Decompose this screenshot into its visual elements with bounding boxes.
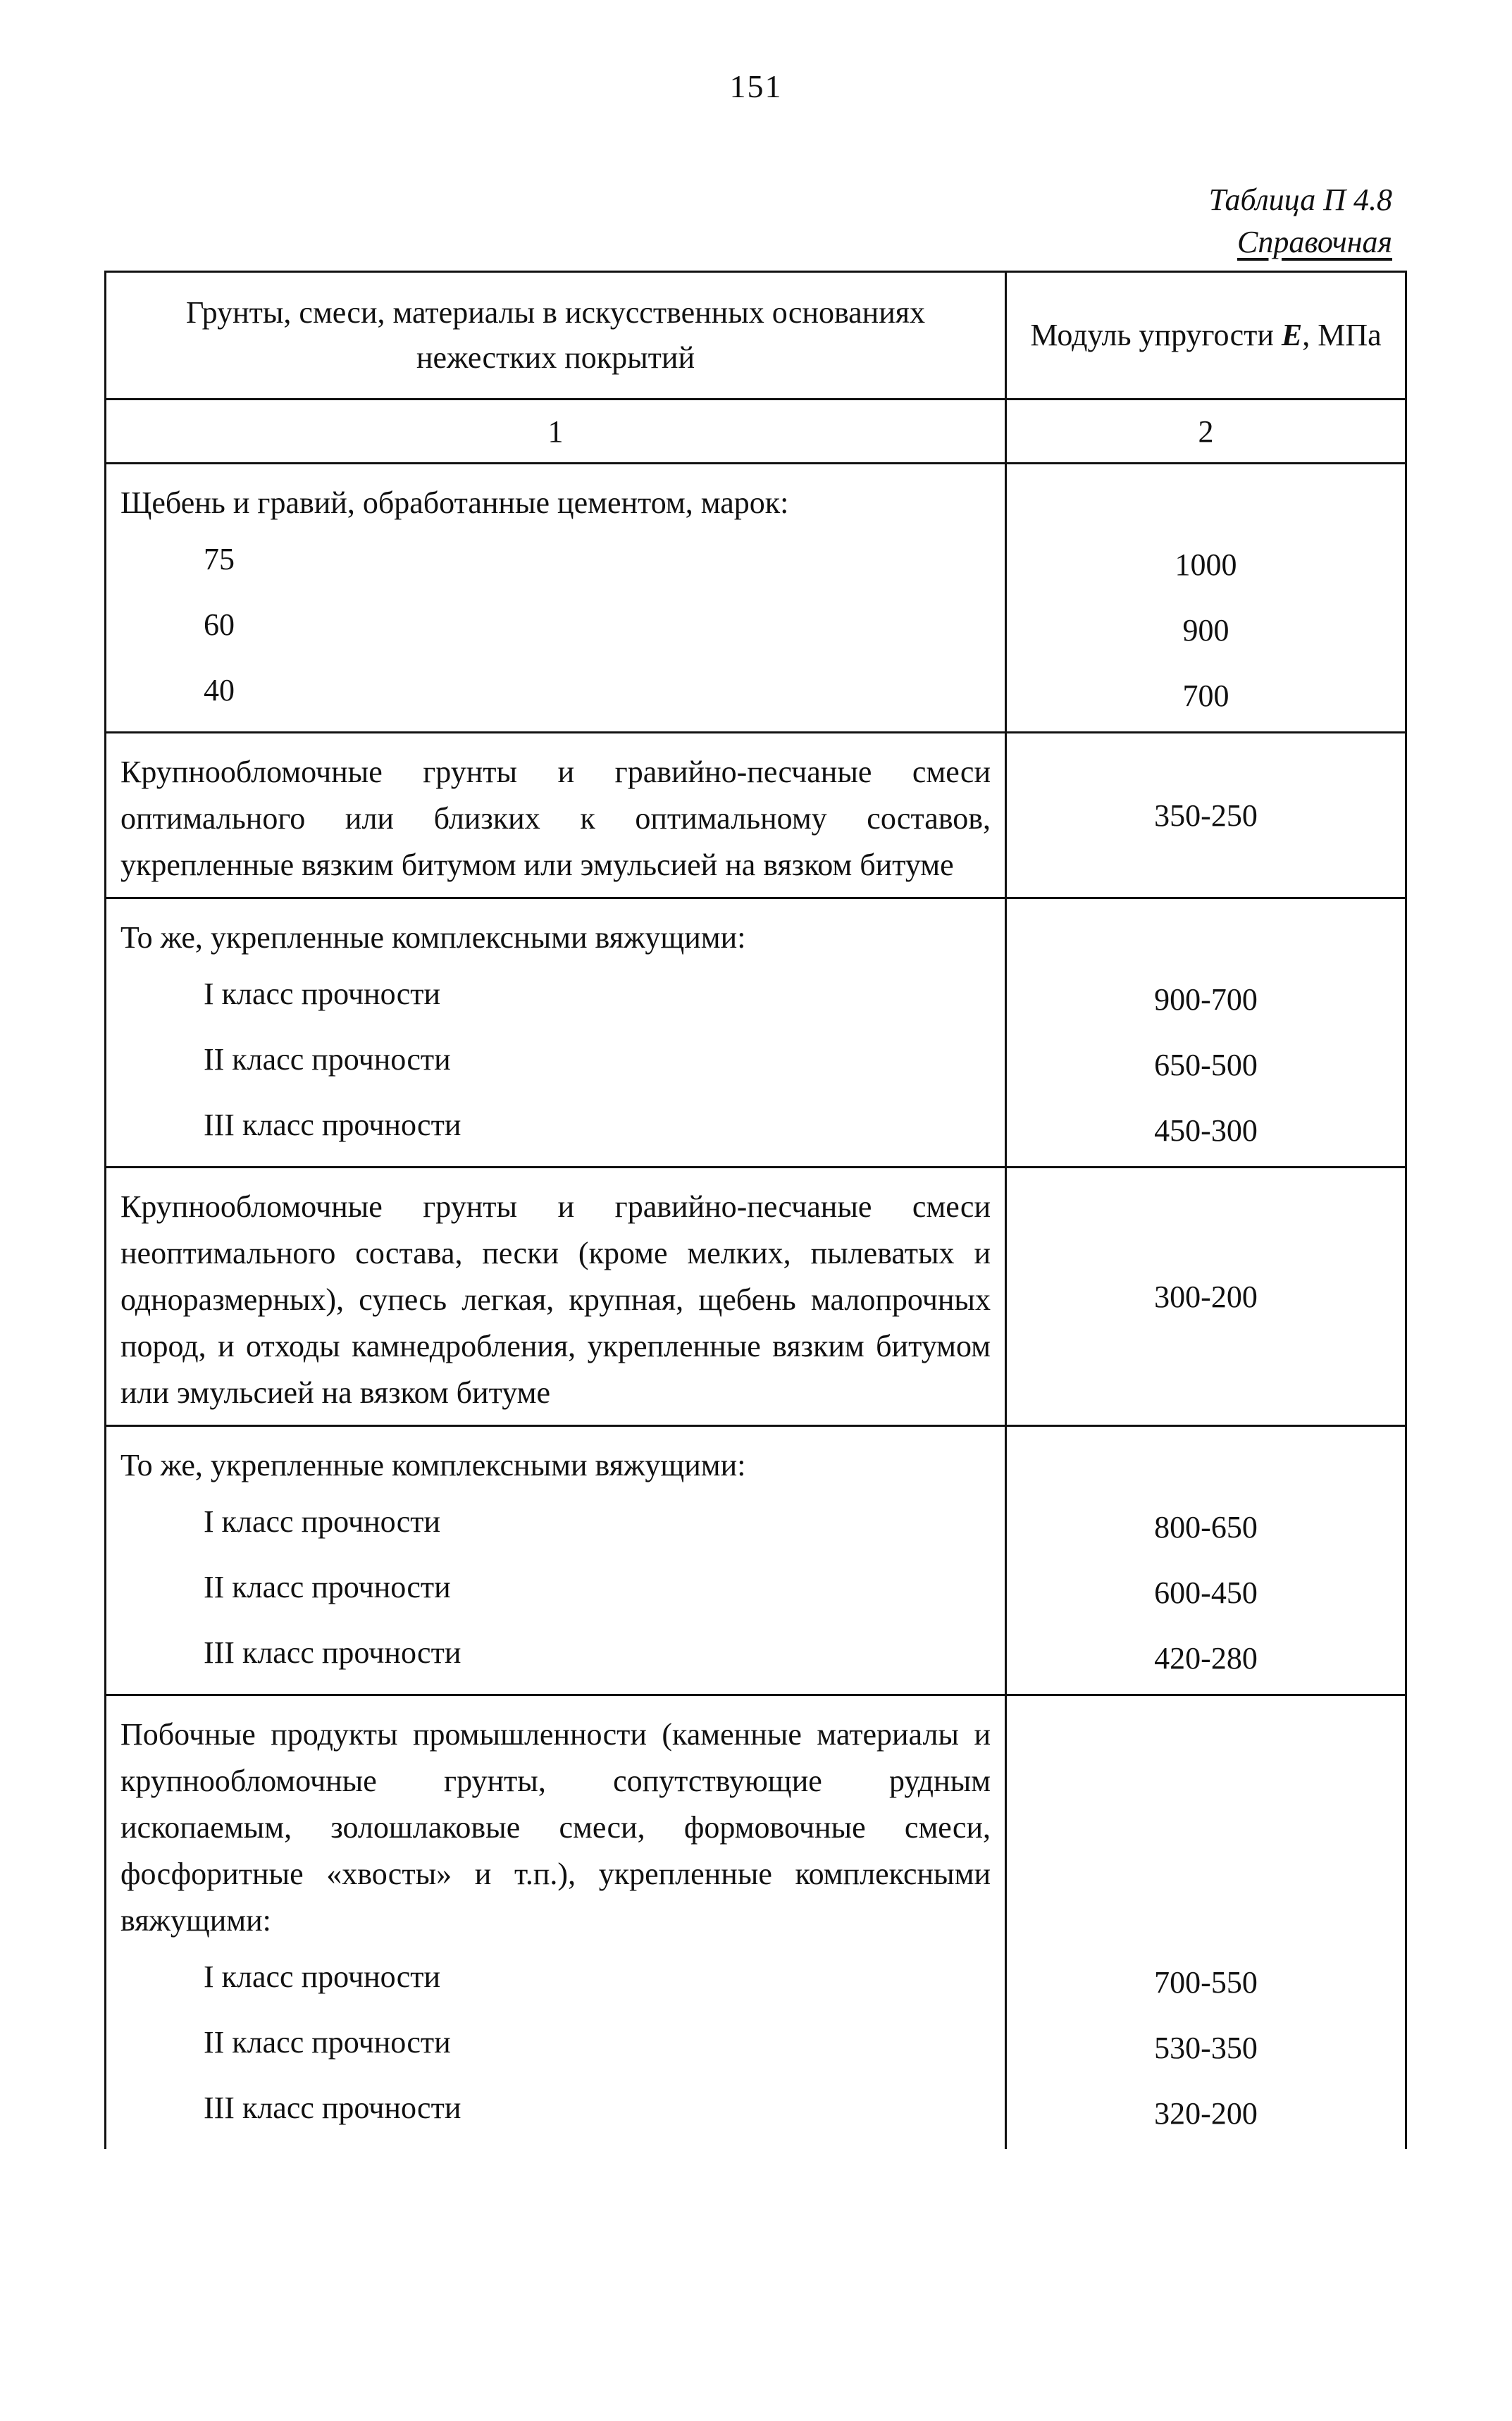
table-row	[106, 898, 1406, 1168]
header-modulus-unit: , МПа	[1302, 318, 1382, 352]
table-caption: Таблица П 4.8	[1208, 182, 1392, 217]
table-row	[106, 733, 1406, 898]
table-row	[106, 1168, 1406, 1426]
row-label: I класс прочности	[204, 1959, 441, 1994]
row-value: 700	[1182, 679, 1229, 713]
row-value: 650-500	[1154, 1048, 1258, 1082]
column-number-2: 2	[1006, 400, 1406, 464]
row-label: 60	[204, 607, 235, 642]
page-number: 151	[729, 68, 783, 104]
section-title: То же, укрепленные комплексными вяжущими:	[120, 1448, 746, 1482]
header-modulus-symbol: E	[1281, 318, 1303, 352]
row-value: 800-650	[1154, 1510, 1258, 1544]
material-cell	[106, 733, 1006, 898]
modulus-cell: 300-200	[1006, 1168, 1406, 1426]
row-label: III класс прочности	[204, 2091, 461, 2125]
material-cell	[106, 1168, 1006, 1426]
row-label: 75	[204, 542, 235, 576]
header-modulus	[1006, 272, 1406, 400]
row-label: III класс прочности	[204, 1635, 461, 1670]
row-label: 40	[204, 673, 235, 707]
row-label: II класс прочности	[204, 1570, 451, 1604]
header-materials: Грунты, смеси, материалы в искусственных основаниях нежестких покрытий	[106, 272, 1006, 400]
elastic-modulus-table	[104, 271, 1407, 2149]
table-row	[106, 464, 1406, 733]
row-value: 320-200	[1154, 2096, 1258, 2131]
header-row	[106, 272, 1406, 400]
section-title: Крупнообломочные грунты и гравийно-песчаные смеси оптимального или близких к оптимальному составов, укрепленные вязким битумом или эмульсией на вязком битуме	[120, 755, 991, 882]
header-modulus-text: Модуль упругости	[1030, 318, 1274, 352]
table-row	[106, 1426, 1406, 1695]
column-number-row	[106, 400, 1406, 464]
row-value: 450-300	[1154, 1113, 1258, 1148]
section-title: Щебень и гравий, обработанные цементом, марок:	[120, 485, 789, 520]
row-value: 700-550	[1154, 1965, 1258, 2000]
row-value: 900	[1182, 613, 1229, 648]
column-number-1: 1	[106, 400, 1006, 464]
row-value: 420-280	[1154, 1641, 1258, 1676]
row-value: 530-350	[1154, 2031, 1258, 2065]
modulus-cell	[1006, 1695, 1406, 2150]
row-label: II класс прочности	[204, 1042, 451, 1077]
modulus-cell	[1006, 898, 1406, 1168]
table-row	[106, 1695, 1406, 2150]
modulus-cell: 350-250	[1006, 733, 1406, 898]
row-value: 1000	[1175, 547, 1237, 582]
material-cell	[106, 464, 1006, 733]
material-cell	[106, 898, 1006, 1168]
material-cell	[106, 1695, 1006, 2150]
row-label: III класс прочности	[204, 1108, 461, 1142]
table-category: Справочная	[1237, 225, 1392, 259]
modulus-cell	[1006, 464, 1406, 733]
section-title: То же, укрепленные комплексными вяжущими:	[120, 920, 746, 955]
row-value: 900-700	[1154, 982, 1258, 1017]
section-title: Крупнообломочные грунты и гравийно-песчаные смеси неоптимального состава, пески (кроме мелких, пылеватых и одноразмерных), супесь легкая, крупная, щебень малопрочных пород, и отходы камнедробления, укрепленные вязким битумом или эмульсией на вязком битуме	[120, 1189, 991, 1410]
row-value: 600-450	[1154, 1575, 1258, 1610]
row-label: I класс прочности	[204, 977, 441, 1011]
row-label: II класс прочности	[204, 2025, 451, 2060]
row-label: I класс прочности	[204, 1504, 441, 1539]
modulus-cell	[1006, 1426, 1406, 1695]
material-cell	[106, 1426, 1006, 1695]
section-title: Побочные продукты промышленности (каменные материалы и крупнообломочные грунты, сопутствующие рудным ископаемым, золошлаковые смеси, формовочные смеси, фосфоритные «хвосты» и т.п.), укрепленные комплексными вяжущими:	[120, 1717, 991, 1938]
